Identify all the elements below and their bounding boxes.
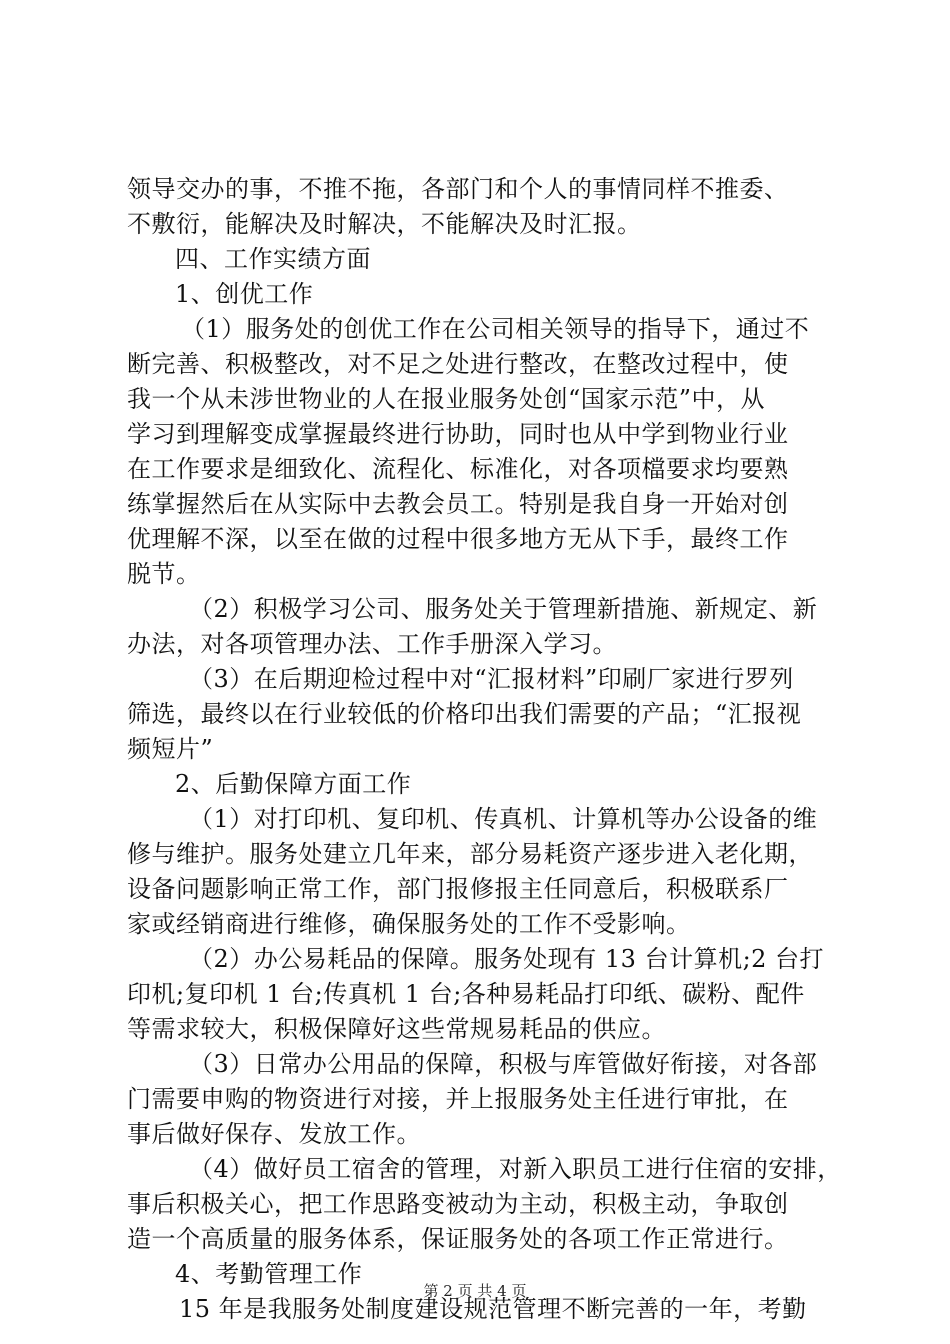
section-heading: 四、工作实绩方面	[175, 245, 371, 273]
text-line: 印机;复印机 1 台;传真机 1 台;各种易耗品打印纸、碳粉、配件	[127, 980, 805, 1008]
text-line: 办法，对各项管理办法、工作手册深入学习。	[127, 630, 617, 658]
text-line: 脱节。	[127, 560, 201, 588]
subsection-heading: 4、考勤管理工作	[175, 1260, 363, 1288]
text-line: （3）在后期迎检过程中对“汇报材料”印刷厂家进行罗列	[189, 665, 794, 693]
text-line: 事后做好保存、发放工作。	[127, 1120, 421, 1148]
text-line: 我一个从未涉世物业的人在报业服务处创“国家示范”中，从	[127, 385, 766, 413]
subsection-heading: 1、创优工作	[175, 280, 314, 308]
text-line: （2）积极学习公司、服务处关于管理新措施、新规定、新	[189, 595, 818, 623]
subsection-heading: 2、后勤保障方面工作	[175, 770, 412, 798]
text-line: 在工作要求是细致化、流程化、标准化，对各项檔要求均要熟	[127, 455, 789, 483]
text-line: 造一个高质量的服务体系，保证服务处的各项工作正常进行。	[127, 1225, 789, 1253]
text-line: 领导交办的事，不推不拖，各部门和个人的事情同样不推委、	[127, 175, 789, 203]
text-line: 频短片”	[127, 735, 214, 763]
text-line: 优理解不深，以至在做的过程中很多地方无从下手，最终工作	[127, 525, 789, 553]
text-line: 断完善、积极整改，对不足之处进行整改，在整改过程中，使	[127, 350, 789, 378]
text-line: 练掌握然后在从实际中去教会员工。特别是我自身一开始对创	[127, 490, 789, 518]
text-line: 筛选，最终以在行业较低的价格印出我们需要的产品；“汇报视	[127, 700, 802, 728]
text-line: （1）服务处的创优工作在公司相关领导的指导下，通过不	[181, 315, 810, 343]
text-line: 家或经销商进行维修，确保服务处的工作不受影响。	[127, 910, 691, 938]
text-line: 设备问题影响正常工作，部门报修报主任同意后，积极联系厂	[127, 875, 789, 903]
text-line: 不敷衍，能解决及时解决，不能解决及时汇报。	[127, 210, 642, 238]
text-line: （1）对打印机、复印机、传真机、计算机等办公设备的维	[189, 805, 818, 833]
page-number-label: 第 2 页 共 4 页	[423, 1282, 527, 1300]
text-line: 15 年是我服务处制度建设规范管理不断完善的一年，考勤	[179, 1295, 807, 1323]
text-line: 门需要申购的物资进行对接，并上报服务处主任进行审批，在	[127, 1085, 789, 1113]
page-footer	[0, 1280, 950, 1301]
document-body	[127, 172, 842, 1327]
text-line: 修与维护。服务处建立几年来，部分易耗资产逐步进入老化期，	[127, 840, 813, 868]
text-line: 学习到理解变成掌握最终进行协助，同时也从中学到物业行业	[127, 420, 789, 448]
text-line: （4）做好员工宿舍的管理，对新入职员工进行住宿的安排，	[189, 1155, 842, 1183]
text-line: （3）日常办公用品的保障，积极与库管做好衔接，对各部	[189, 1050, 818, 1078]
text-line: （2）办公易耗品的保障。服务处现有 13 台计算机;2 台打	[189, 945, 825, 973]
text-line: 等需求较大，积极保障好这些常规易耗品的供应。	[127, 1015, 666, 1043]
text-line: 事后积极关心，把工作思路变被动为主动，积极主动，争取创	[127, 1190, 789, 1218]
